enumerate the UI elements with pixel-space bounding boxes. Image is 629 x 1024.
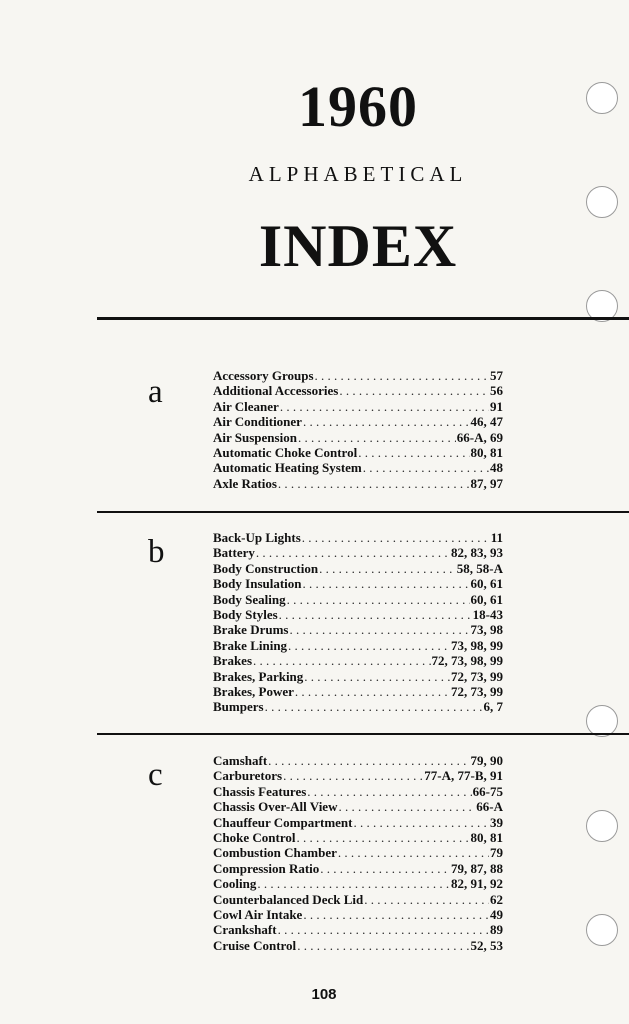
leader-dots xyxy=(278,922,489,937)
leader-dots xyxy=(287,592,470,607)
index-term: Body Styles xyxy=(213,606,278,622)
leader-dots xyxy=(279,607,472,622)
page-year: 1960 xyxy=(298,74,418,139)
index-pages: 87, 97 xyxy=(470,475,503,491)
index-entry xyxy=(213,545,503,560)
binder-hole xyxy=(586,914,618,946)
leader-dots xyxy=(265,699,483,714)
index-entry xyxy=(213,399,503,414)
page-number: 108 xyxy=(311,986,337,1003)
index-term: Compression Ratio xyxy=(213,860,320,876)
index-entry xyxy=(213,892,503,907)
index-term: Cooling xyxy=(213,876,257,892)
index-pages: 72, 73, 98, 99 xyxy=(431,653,503,669)
leader-dots xyxy=(304,669,450,684)
index-pages: 48 xyxy=(490,460,503,476)
section-divider xyxy=(97,733,629,735)
entry-list xyxy=(213,530,503,715)
index-pages: 77-A, 77-B, 91 xyxy=(424,768,503,784)
index-term: Bumpers xyxy=(213,699,264,715)
section-letter: a xyxy=(148,374,163,410)
index-pages: 49 xyxy=(490,906,503,922)
index-entry xyxy=(213,638,503,653)
index-term: Combustion Chamber xyxy=(213,845,337,861)
index-entry xyxy=(213,592,503,607)
index-term: Chauffeur Compartment xyxy=(213,814,353,830)
leader-dots xyxy=(364,892,489,907)
index-entry xyxy=(213,699,503,714)
section-letter: b xyxy=(148,534,165,570)
index-entry xyxy=(213,368,503,383)
index-term: Axle Ratios xyxy=(213,475,277,491)
index-term: Accessory Groups xyxy=(213,368,314,383)
index-pages: 56 xyxy=(490,383,503,399)
index-term: Chassis Features xyxy=(213,783,307,799)
index-entry xyxy=(213,430,503,445)
index-term: Crankshaft xyxy=(213,922,277,938)
leader-dots xyxy=(283,768,423,783)
index-pages: 39 xyxy=(490,814,503,830)
leader-dots xyxy=(303,414,470,429)
index-term: Chassis Over-All View xyxy=(213,799,338,815)
index-pages: 72, 73, 99 xyxy=(451,683,503,699)
index-term: Automatic Choke Control xyxy=(213,444,358,460)
index-term: Carburetors xyxy=(213,768,283,784)
index-pages: 79, 90 xyxy=(470,753,503,768)
index-term: Air Conditioner xyxy=(213,414,302,430)
index-entry xyxy=(213,460,503,475)
index-pages: 91 xyxy=(490,398,503,414)
leader-dots xyxy=(307,784,471,799)
leader-dots xyxy=(319,561,456,576)
index-pages: 18-43 xyxy=(472,606,503,622)
index-entry xyxy=(213,830,503,845)
leader-dots xyxy=(358,445,469,460)
leader-dots xyxy=(315,368,489,383)
index-entry xyxy=(213,684,503,699)
index-term: Air Cleaner xyxy=(213,398,279,414)
leader-dots xyxy=(289,622,469,637)
index-pages: 58, 58-A xyxy=(456,560,503,576)
index-pages: 66-A, 69 xyxy=(456,429,503,445)
index-pages: 11 xyxy=(490,530,503,545)
index-entry xyxy=(213,414,503,429)
index-term: Cowl Air Intake xyxy=(213,906,303,922)
index-entry xyxy=(213,753,503,768)
leader-dots xyxy=(363,460,489,475)
leader-dots xyxy=(303,907,489,922)
entry-list xyxy=(213,368,503,491)
header-divider xyxy=(97,317,629,320)
leader-dots xyxy=(298,430,456,445)
index-term: Back-Up Lights xyxy=(213,530,301,545)
leader-dots xyxy=(354,815,490,830)
section-letter: c xyxy=(148,757,163,793)
index-pages: 72, 73, 99 xyxy=(451,668,503,684)
leader-dots xyxy=(268,753,469,768)
index-term: Battery xyxy=(213,545,255,561)
index-entry xyxy=(213,476,503,491)
index-term: Brake Lining xyxy=(213,637,288,653)
index-entry xyxy=(213,530,503,545)
leader-dots xyxy=(297,938,469,953)
index-entry xyxy=(213,653,503,668)
index-entry xyxy=(213,576,503,591)
page-subtitle: ALPHABETICAL xyxy=(248,162,468,186)
index-entry xyxy=(213,938,503,953)
section-divider xyxy=(97,511,629,513)
leader-dots xyxy=(257,876,450,891)
leader-dots xyxy=(339,383,489,398)
index-term: Counterbalanced Deck Lid xyxy=(213,891,364,907)
index-pages: 52, 53 xyxy=(470,937,503,953)
index-entry xyxy=(213,383,503,398)
leader-dots xyxy=(280,399,489,414)
index-pages: 46, 47 xyxy=(470,414,503,430)
page-title: INDEX xyxy=(258,213,458,279)
leader-dots xyxy=(288,638,450,653)
index-pages: 79, 87, 88 xyxy=(451,860,503,876)
index-entry xyxy=(213,561,503,576)
index-term: Brake Drums xyxy=(213,622,289,638)
index-pages: 80, 81 xyxy=(470,829,503,845)
index-entry xyxy=(213,815,503,830)
index-pages: 60, 61 xyxy=(470,591,503,607)
index-term: Brakes xyxy=(213,653,252,669)
index-term: Air Suspension xyxy=(213,429,297,445)
index-pages: 89 xyxy=(490,922,503,938)
index-term: Choke Control xyxy=(213,829,296,845)
index-pages: 62 xyxy=(490,891,503,907)
index-pages: 80, 81 xyxy=(470,444,503,460)
index-pages: 79 xyxy=(490,845,503,861)
index-entry xyxy=(213,784,503,799)
index-pages: 60, 61 xyxy=(470,576,503,592)
index-term: Additional Accessories xyxy=(213,383,339,399)
index-pages: 82, 83, 93 xyxy=(451,545,503,561)
index-pages: 66-A xyxy=(476,799,503,815)
index-term: Brakes, Parking xyxy=(213,668,304,684)
index-term: Camshaft xyxy=(213,753,268,768)
index-entry xyxy=(213,876,503,891)
leader-dots xyxy=(320,861,450,876)
leader-dots xyxy=(253,653,431,668)
index-pages: 73, 98 xyxy=(470,622,503,638)
leader-dots xyxy=(295,684,450,699)
index-entry xyxy=(213,845,503,860)
leader-dots xyxy=(303,576,470,591)
index-entry xyxy=(213,669,503,684)
index-entry xyxy=(213,768,503,783)
index-pages: 6, 7 xyxy=(483,699,503,715)
index-entry xyxy=(213,607,503,622)
index-pages: 82, 91, 92 xyxy=(451,876,503,892)
leader-dots xyxy=(338,845,489,860)
leader-dots xyxy=(302,530,490,545)
index-entry xyxy=(213,622,503,637)
index-pages: 66-75 xyxy=(472,783,503,799)
index-term: Brakes, Power xyxy=(213,683,294,699)
index-term: Automatic Heating System xyxy=(213,460,362,476)
index-entry xyxy=(213,922,503,937)
index-pages: 73, 98, 99 xyxy=(451,637,503,653)
leader-dots xyxy=(278,476,470,491)
index-entry xyxy=(213,799,503,814)
leader-dots xyxy=(338,799,475,814)
index-term: Body Construction xyxy=(213,560,319,576)
index-entry xyxy=(213,445,503,460)
index-term: Body Sealing xyxy=(213,591,286,607)
index-pages: 57 xyxy=(490,368,503,383)
index-entry xyxy=(213,907,503,922)
index-entry xyxy=(213,861,503,876)
index-term: Body Insulation xyxy=(213,576,302,592)
leader-dots xyxy=(256,545,450,560)
binder-hole xyxy=(586,810,618,842)
leader-dots xyxy=(296,830,469,845)
entry-list xyxy=(213,753,503,953)
index-term: Cruise Control xyxy=(213,937,297,953)
